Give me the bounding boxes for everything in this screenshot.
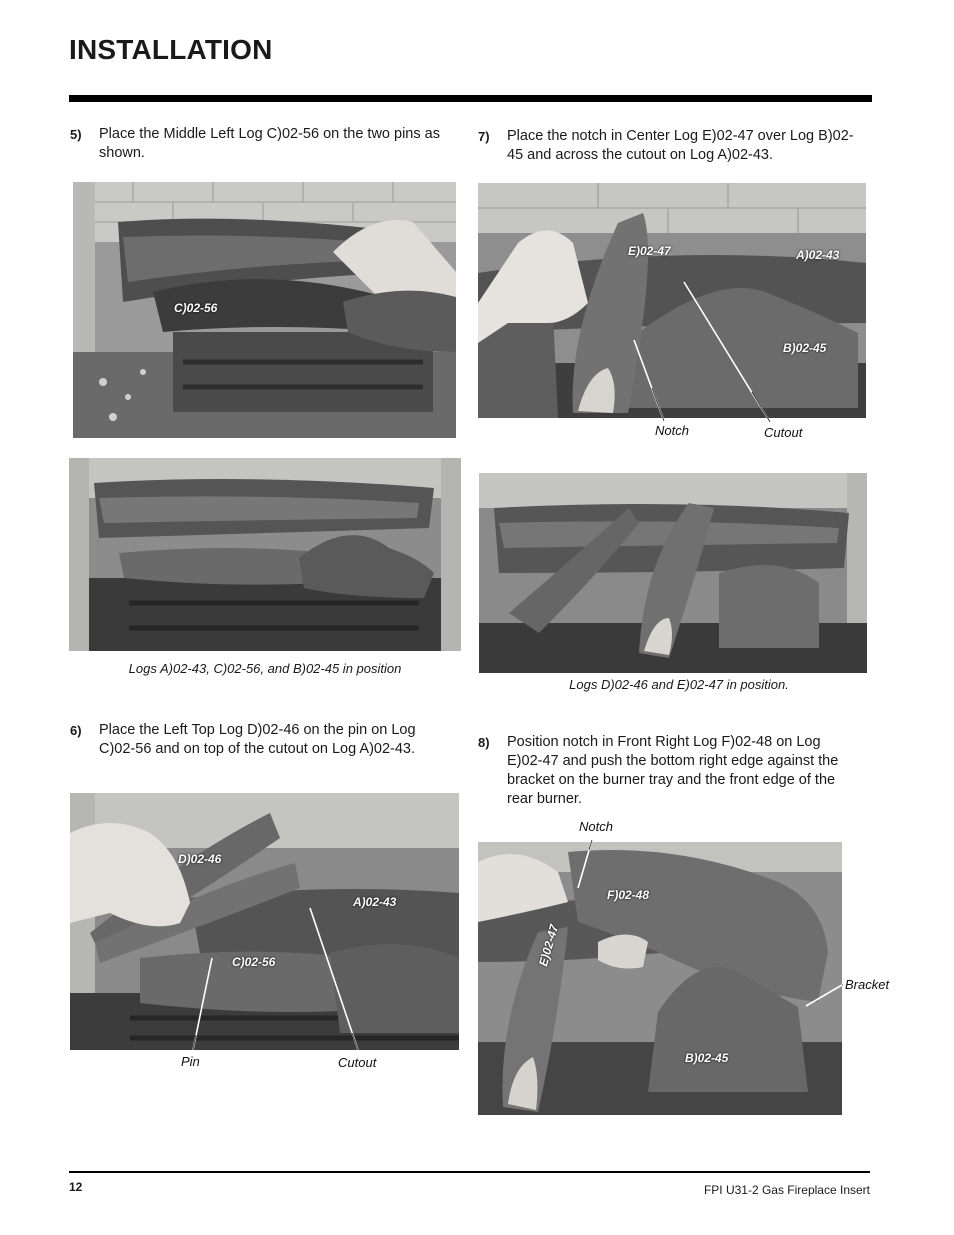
step-number: 6) (70, 723, 82, 738)
step-text-line: rear burner. (507, 791, 582, 807)
step-text-line: Place the notch in Center Log E)02-47 over Log B)02- (507, 128, 854, 144)
callout-notch: Notch (655, 423, 689, 438)
step-number: 8) (478, 735, 490, 750)
footer-rule (69, 1171, 870, 1173)
step-text-line: 45 and across the cutout on Log A)02-43. (507, 147, 774, 163)
step-text-line: Place the Left Top Log D)02-46 on the pin on Log (99, 722, 416, 738)
header-rule (69, 95, 872, 102)
step-6 (70, 721, 470, 761)
callout-notch: Notch (579, 819, 613, 834)
photo-step5-middle-left-log (73, 182, 456, 438)
step-8 (478, 733, 878, 813)
page-title: INSTALLATION (69, 34, 273, 65)
document-title: FPI U31-2 Gas Fireplace Insert (703, 1183, 870, 1197)
log-label: F)02-48 (607, 888, 650, 902)
step-7 (478, 127, 878, 167)
log-label: B)02-45 (783, 341, 827, 355)
log-label: A)02-43 (353, 895, 397, 909)
log-label: E)02-47 (628, 244, 671, 258)
callout-bracket: Bracket (845, 977, 890, 992)
step-text-line: shown. (99, 145, 145, 161)
step-text-line: C)02-56 and on top of the cutout on Log A)02-43. (99, 741, 416, 757)
log-label: B)02-45 (685, 1051, 729, 1065)
step-text-line: bracket on the burner tray and the front edge of the (507, 772, 836, 788)
photo-step8-front-right-log (478, 842, 842, 1115)
step-number: 5) (70, 127, 82, 142)
callout-cutout: Cutout (338, 1055, 377, 1070)
step-number: 7) (478, 129, 490, 144)
photo-caption: Logs D)02-46 and E)02-47 in position. (569, 677, 789, 692)
step-text-line: Place the Middle Left Log C)02-56 on the two pins as (99, 126, 440, 142)
callout-cutout: Cutout (764, 425, 803, 440)
photo-caption: Logs A)02-43, C)02-56, and B)02-45 in position (128, 661, 402, 676)
callout-pin: Pin (181, 1054, 200, 1069)
page-number: 12 (69, 1180, 83, 1194)
log-label: D)02-46 (178, 852, 222, 866)
photo-step6-left-top-log (70, 793, 459, 1050)
log-label: C)02-56 (232, 955, 276, 969)
photo-step7-center-log (478, 183, 866, 418)
step-5 (70, 125, 470, 165)
log-label: A)02-43 (796, 248, 840, 262)
photo-logs-d-e-in-position (479, 473, 867, 673)
step-text-line: Position notch in Front Right Log F)02-48 on Log (507, 734, 821, 750)
photo-logs-a-c-b-in-position (69, 458, 461, 651)
step-text-line: E)02-47 and push the bottom right edge against the (507, 753, 839, 769)
log-label: E)02-47 (536, 922, 562, 968)
log-label: C)02-56 (174, 301, 218, 315)
